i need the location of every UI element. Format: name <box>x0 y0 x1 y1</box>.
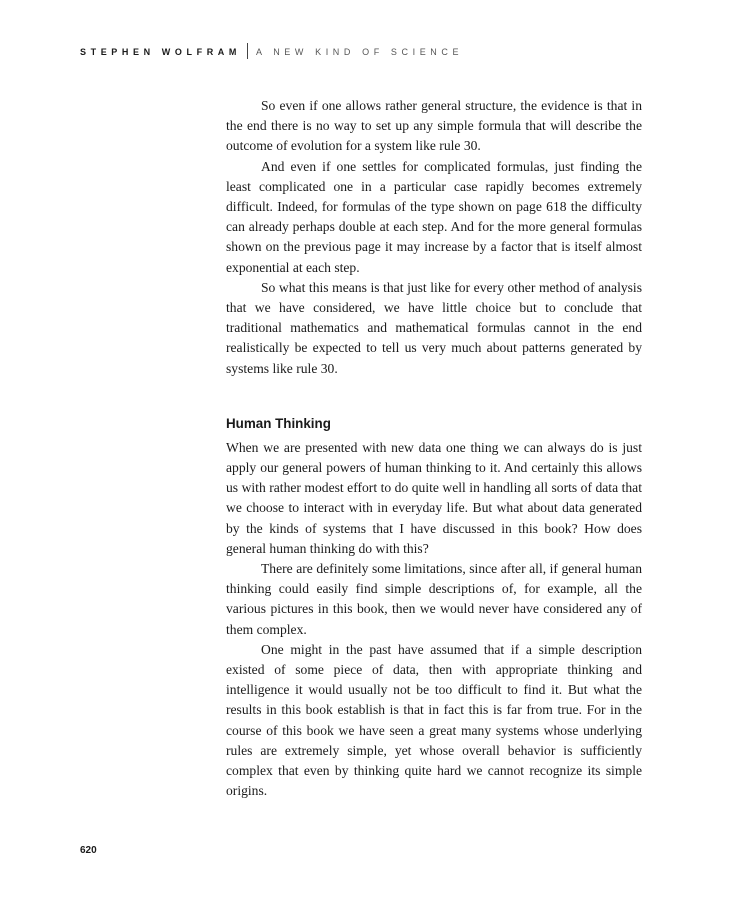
running-head-separator <box>247 43 248 59</box>
body-paragraph: There are definitely some limitations, since after all, if general human thinking could easily find simple descriptions of, for example, all the various pictures in this book, then we would never have considered any of them complex. <box>226 561 642 637</box>
page-body <box>226 96 642 802</box>
body-paragraph: And even if one settles for complicated formulas, just finding the least complicated one in a particular case rapidly becomes extremely difficult. Indeed, for formulas of the type shown on page 618 the difficulty can already perhaps double at each step. And for the more general formulas shown on the previous page it may increase by a factor that is itself almost exponential at each step. <box>226 158 642 275</box>
body-paragraph: One might in the past have assumed that if a simple description existed of some piece of data, then with appropriate thinking and intelligence it would usually not be too difficult to find it. But what the results in this book establish is that in fact this is far from true. For in the course of this book we have seen a great many systems whose underlying rules are extremely simple, yet whose overall behavior is sufficiently complex that even by thinking quite hard we cannot recognize its simple origins. <box>226 641 642 799</box>
body-paragraph: When we are presented with new data one thing we can always do is just apply our general powers of human thinking to it. And certainly this allows us with rather modest effort to do quite well in handling all sorts of data that we choose to interact with in everyday life. But what about data generated by the kinds of systems that I have discussed in this book? How does general human thinking do with this? <box>226 439 642 556</box>
body-paragraph: So what this means is that just like for every other method of analysis that we have considered, we have little choice but to conclude that traditional mathematics and mathematical formulas cannot in the end realistically be expected to tell us very much about patterns generated by systems like rule 30. <box>226 279 642 376</box>
page-number: 620 <box>80 845 97 856</box>
running-head-author: STEPHEN WOLFRAM <box>80 47 241 57</box>
running-head <box>80 43 463 59</box>
body-paragraph: So even if one allows rather general structure, the evidence is that in the end there is no way to set up any simple formula that will describe the outcome of evolution for a system like rule 30. <box>226 98 642 154</box>
running-head-book-title: A NEW KIND OF SCIENCE <box>256 47 464 57</box>
section-heading: Human Thinking <box>226 415 331 431</box>
